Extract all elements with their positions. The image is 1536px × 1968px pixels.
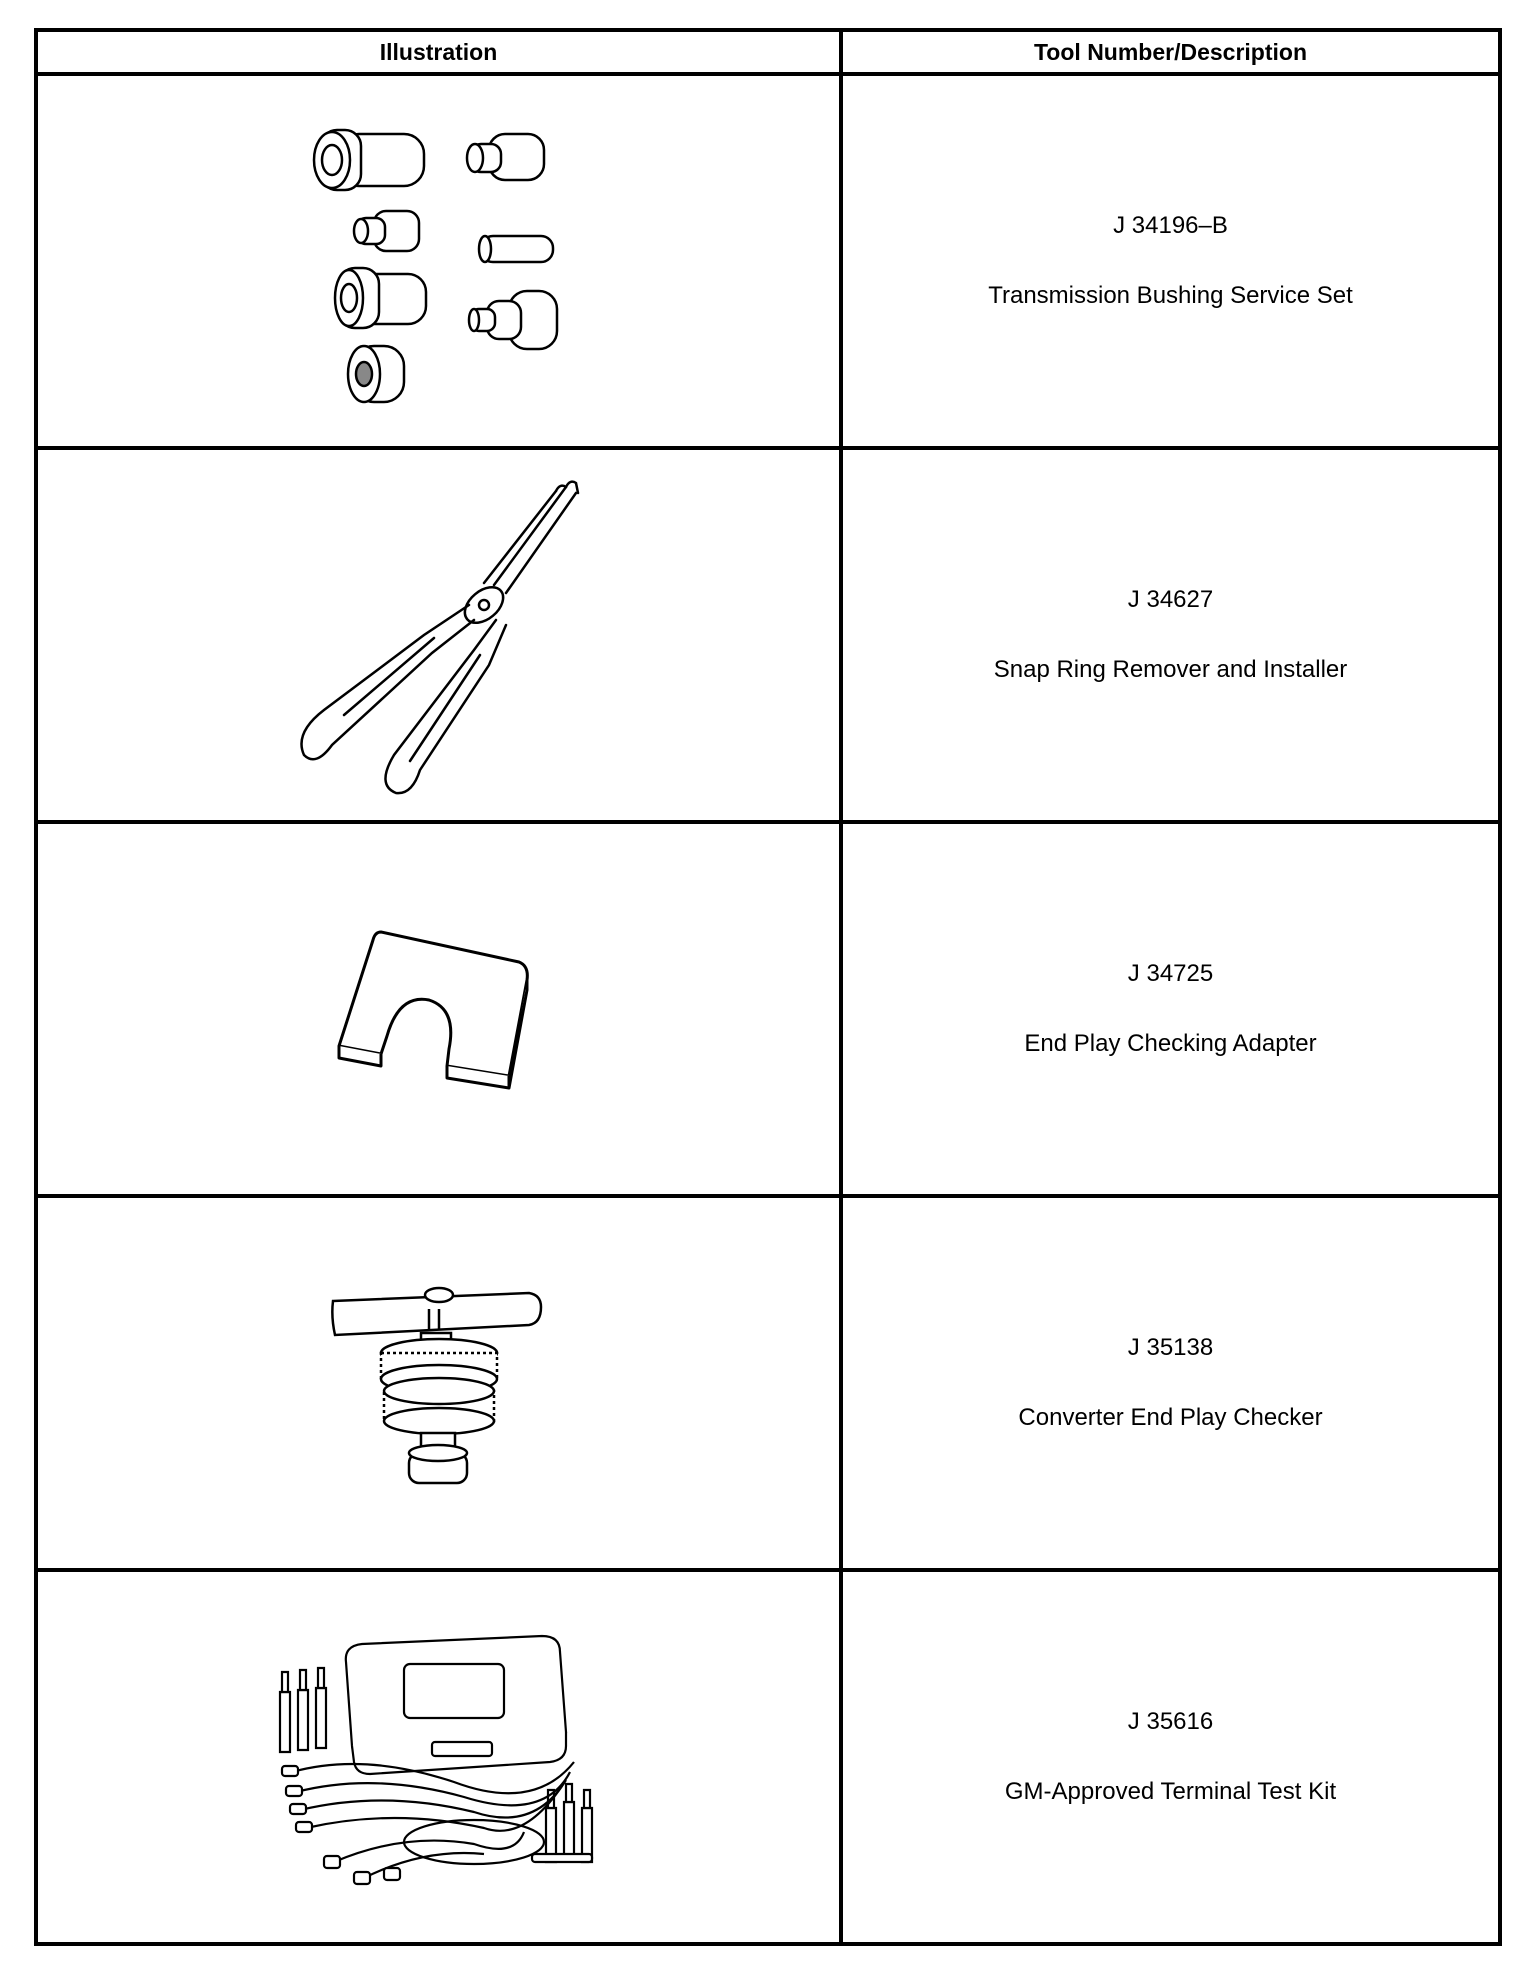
snap-ring-pliers-icon	[284, 475, 594, 795]
tool-description: Transmission Bushing Service Set	[988, 282, 1353, 309]
terminal-test-kit-icon	[274, 1622, 604, 1892]
illustration-cell	[36, 448, 841, 822]
description-cell	[841, 822, 1500, 1196]
illustration-cell	[36, 74, 841, 448]
converter-checker-icon	[329, 1273, 549, 1493]
tool-number: J 35138	[1127, 1334, 1214, 1361]
table-row	[36, 74, 1500, 448]
tool-number: J 34196–B	[1113, 212, 1228, 239]
illustration-cell	[36, 1196, 841, 1570]
tool-number: J 34725	[1127, 960, 1214, 987]
description-cell	[841, 1196, 1500, 1570]
table-row	[36, 448, 1500, 822]
tool-description: Converter End Play Checker	[1018, 1404, 1323, 1431]
table-row	[36, 822, 1500, 1196]
tool-description: Snap Ring Remover and Installer	[993, 656, 1348, 683]
tool-description: End Play Checking Adapter	[1024, 1030, 1317, 1057]
header-row	[36, 30, 1500, 74]
illustration-cell	[36, 822, 841, 1196]
tool-number: J 35616	[1127, 1708, 1214, 1735]
table-row	[36, 1570, 1500, 1944]
table-row	[36, 1196, 1500, 1570]
bushing-set-icon	[299, 116, 579, 406]
description-cell	[841, 1570, 1500, 1944]
description-cell	[841, 448, 1500, 822]
illustration-column-header: Illustration	[36, 30, 841, 74]
tool-description: GM-Approved Terminal Test Kit	[1004, 1778, 1337, 1805]
tool-number: J 34627	[1127, 586, 1214, 613]
end-play-adapter-icon	[329, 924, 549, 1094]
special-tools-table	[34, 28, 1502, 1946]
description-cell	[841, 74, 1500, 448]
tool-column-header: Tool Number/Description	[841, 30, 1500, 74]
illustration-cell	[36, 1570, 841, 1944]
